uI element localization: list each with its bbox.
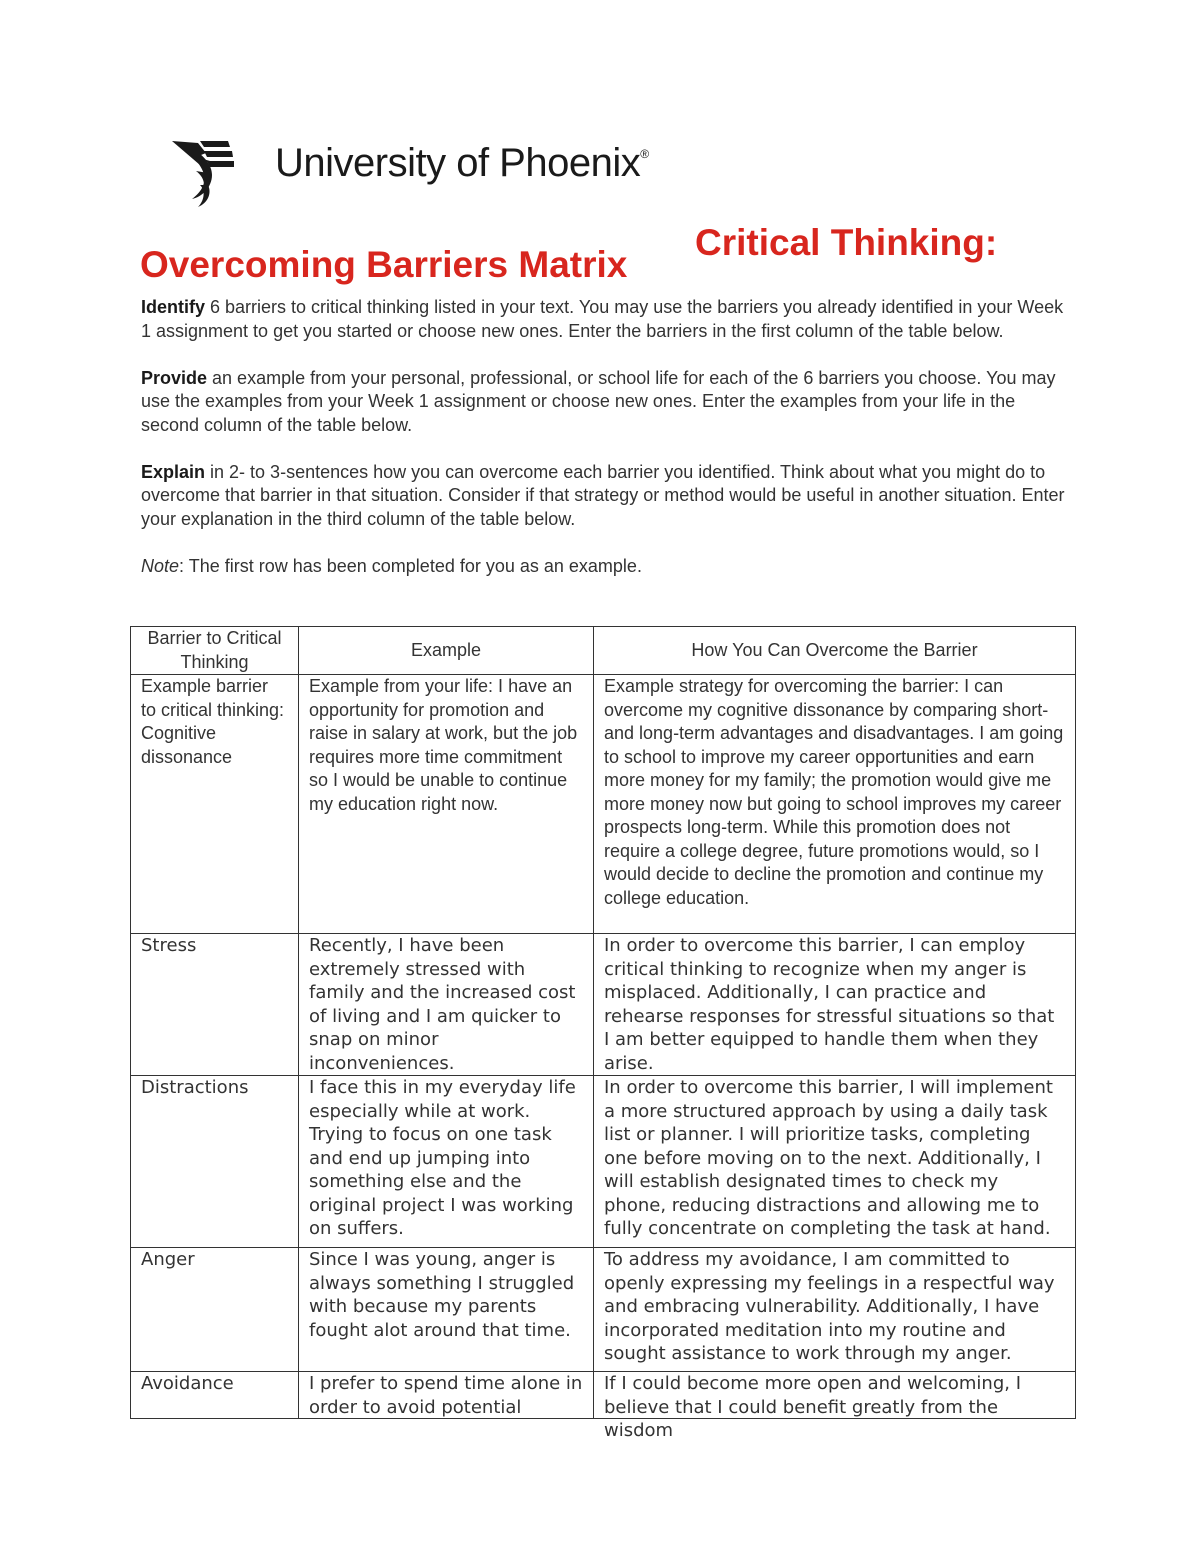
header-example: Example (299, 627, 594, 675)
example-cell[interactable]: I face this in my everyday life especially while at work. Trying to focus on one task and end up jumping into something else and the original project I was working on suffers. (299, 1076, 594, 1248)
barrier-cell[interactable]: Stress (131, 934, 299, 1076)
barriers-matrix-table (130, 626, 1076, 1441)
overcome-cell: Example strategy for overcoming the barrier: I can overcome my cognitive dissonance by comparing short- and long-term advantages and disadvantages. I am going to school to improve my career opportunities and earn more money for my family; the promotion would give me more money now but going to school improves my career prospects long-term. While this promotion does not require a college degree, future promotions would, so I would decide to decline the promotion and continue my college education. (594, 675, 1076, 934)
explain-paragraph: Explain in 2- to 3-sentences how you can overcome each barrier you identified. Think about what you might do to overcome that barrier in that situation. Consider if that strategy or method would be useful in another situation. Enter your explanation in the third column of the table below. (141, 461, 1065, 529)
table-row (131, 934, 1076, 1076)
provide-paragraph: Provide an example from your personal, professional, or school life for each of the 6 barriers you choose. You may use the examples from your Week 1 assignment or choose new ones. Enter the examples from your life in the second column of the table below. (141, 367, 1056, 435)
example-cell: Example from your life: I have an opportunity for promotion and raise in salary at work, but the job requires more time commitment so I would be unable to continue my education right now. (299, 675, 594, 934)
note-paragraph: Note: The first row has been completed for you as an example. (141, 555, 642, 576)
overcome-cell[interactable]: If I could become more open and welcoming, I believe that I could benefit greatly from the wisdom (594, 1372, 1076, 1419)
table-header-row (131, 627, 1076, 675)
phoenix-logo-icon (170, 135, 265, 210)
barrier-cell: Example barrier to critical thinking: Cognitive dissonance (131, 675, 299, 934)
university-logo (170, 135, 649, 210)
page-title (140, 222, 1070, 292)
title-main: Overcoming Barriers Matrix (140, 244, 628, 285)
example-cell[interactable]: Since I was young, anger is always something I struggled with because my parents fought alot around that time. (299, 1248, 594, 1372)
table-row (131, 1248, 1076, 1372)
table-row (131, 1076, 1076, 1248)
instructions (141, 296, 1076, 602)
overcome-cell[interactable]: In order to overcome this barrier, I can employ critical thinking to recognize when my anger is misplaced. Additionally, I can practice and rehearse responses for stressful situations so that I am better equipped to handle them when they arise. (594, 934, 1076, 1076)
title-sub: Critical Thinking: (695, 222, 998, 263)
header-barrier: Barrier to Critical Thinking (131, 627, 299, 675)
header-overcome: How You Can Overcome the Barrier (594, 627, 1076, 675)
barrier-cell[interactable]: Distractions (131, 1076, 299, 1248)
example-cell[interactable]: I prefer to spend time alone in order to avoid potential (299, 1372, 594, 1419)
overcome-cell[interactable]: To address my avoidance, I am committed to openly expressing my feelings in a respectful way and embracing vulnerability. Additionally, I have incorporated meditation into my routine and sought assistance to work through my anger. (594, 1248, 1076, 1372)
example-cell[interactable]: Recently, I have been extremely stressed with family and the increased cost of living and I am quicker to snap on minor inconveniences. (299, 934, 594, 1076)
logo-text: University of Phoenix® (275, 141, 649, 185)
overcome-cell[interactable]: In order to overcome this barrier, I will implement a more structured approach by using a daily task list or planner. I will prioritize tasks, completing one before moving on to the next. Additionally, I will establish designated times to check my phone, reducing distractions and allowing me to fully concentrate on completing the task at hand. (594, 1076, 1076, 1248)
barrier-cell[interactable]: Anger (131, 1248, 299, 1372)
identify-paragraph: Identify 6 barriers to critical thinking listed in your text. You may use the barriers you already identified in your Week 1 assignment to get you started or choose new ones. Enter the barriers in the first column of the table below. (141, 297, 1064, 341)
table-row (131, 675, 1076, 934)
barrier-cell[interactable]: Avoidance (131, 1372, 299, 1419)
table-row (131, 1372, 1076, 1419)
